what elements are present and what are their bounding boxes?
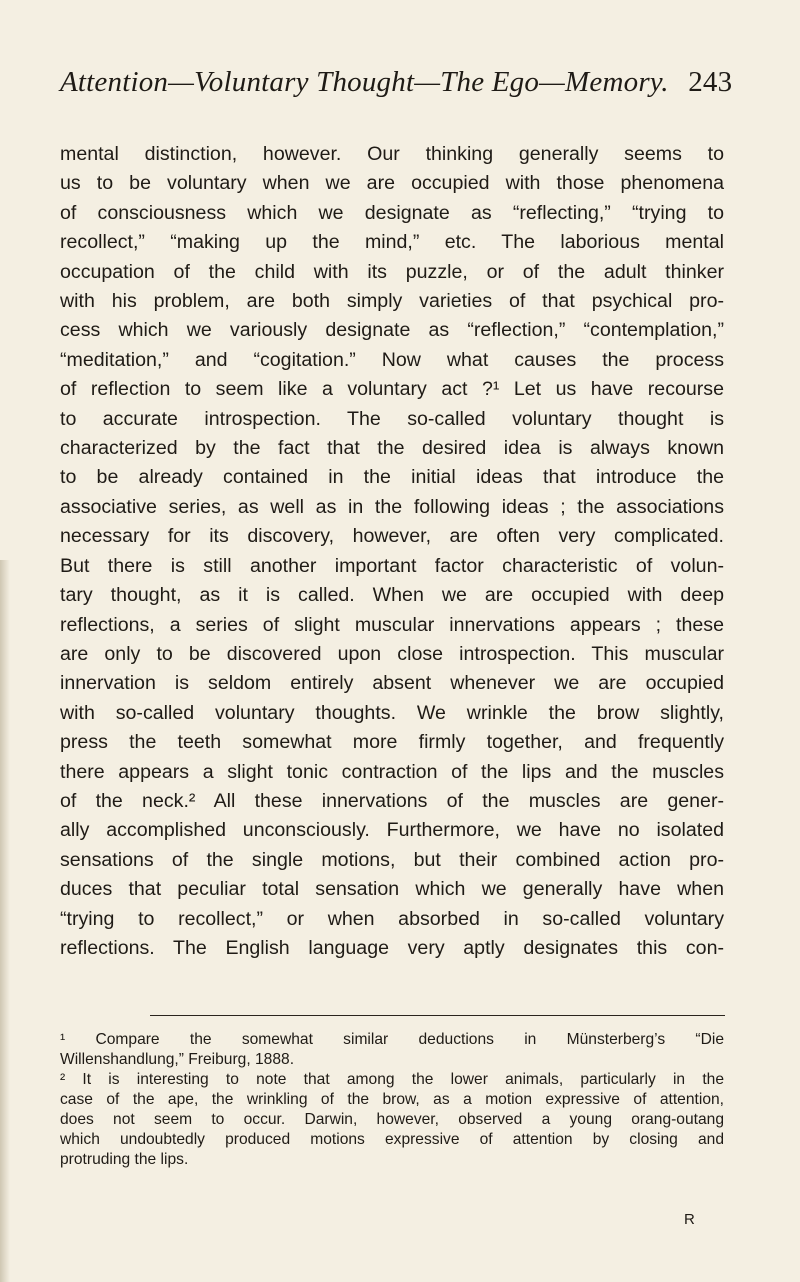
body-line: characterized by the fact that the desired idea is always known bbox=[60, 437, 724, 460]
footnote-line: which undoubtedly produced motions expressive of attention by closing and bbox=[60, 1131, 724, 1148]
body-line: innervation is seldom entirely absent whenever we are occupied bbox=[60, 672, 724, 695]
body-line: with so-called voluntary thoughts. We wrinkle the brow slightly, bbox=[60, 701, 724, 724]
footnote-line: ² It is interesting to note that among the lower animals, particularly in the bbox=[60, 1071, 724, 1088]
footnote-line: ¹ Compare the somewhat similar deductions in Münsterberg’s “Die bbox=[60, 1031, 724, 1048]
footnote-line: case of the ape, the wrinkling of the brow, as a motion expressive of attention, bbox=[60, 1091, 724, 1108]
footnotes bbox=[60, 1030, 724, 1170]
body-line: associative series, as well as in the following ideas ; the associations bbox=[60, 495, 724, 518]
body-line: us to be voluntary when we are occupied with those phenomena bbox=[60, 172, 724, 195]
body-line: to accurate introspection. The so-called voluntary thought is bbox=[60, 407, 724, 430]
body-line: tary thought, as it is called. When we are occupied with deep bbox=[60, 584, 724, 607]
body-line: But there is still another important factor characteristic of volun- bbox=[60, 554, 724, 577]
body-line: to be already contained in the initial ideas that introduce the bbox=[60, 466, 724, 489]
body-line: sensations of the single motions, but their combined action pro- bbox=[60, 848, 724, 871]
body-line: recollect,” “making up the mind,” etc. The laborious mental bbox=[60, 231, 724, 254]
body-line: of consciousness which we designate as “reflecting,” “trying to bbox=[60, 201, 724, 224]
body-line: duces that peculiar total sensation which we generally have when bbox=[60, 878, 724, 901]
body-line: press the teeth somewhat more firmly together, and frequently bbox=[60, 731, 724, 754]
body-line: there appears a slight tonic contraction of the lips and the muscles bbox=[60, 760, 724, 783]
page-gutter-shadow bbox=[0, 560, 10, 1282]
footnote-rule bbox=[150, 1015, 725, 1016]
body-line: of the neck.² All these innervations of the muscles are gener- bbox=[60, 789, 724, 812]
body-line: cess which we variously designate as “reflection,” “contemplation,” bbox=[60, 319, 724, 342]
body-line: occupation of the child with its puzzle, or of the adult thinker bbox=[60, 260, 724, 283]
body-line: with his problem, are both simply varieties of that psychical pro- bbox=[60, 290, 724, 313]
body-line: “meditation,” and “cogitation.” Now what causes the process bbox=[60, 348, 724, 371]
body-text bbox=[60, 140, 724, 963]
body-line: are only to be discovered upon close introspection. This muscular bbox=[60, 642, 724, 665]
footnote-line: does not seem to occur. Darwin, however, observed a young orang-outang bbox=[60, 1111, 724, 1128]
body-line: reflections, a series of slight muscular innervations appears ; these bbox=[60, 613, 724, 636]
page-number: 243 bbox=[688, 66, 733, 98]
footnote-line: protruding the lips. bbox=[60, 1151, 189, 1168]
body-line: of reflection to seem like a voluntary act ?¹ Let us have recourse bbox=[60, 378, 724, 401]
body-line: necessary for its discovery, however, are often very complicated. bbox=[60, 525, 724, 548]
running-header bbox=[60, 66, 750, 99]
body-line: reflections. The English language very aptly designates this con- bbox=[60, 936, 724, 959]
running-title: Attention—Voluntary Thought—The Ego—Memory. bbox=[60, 66, 669, 98]
signature-mark: R bbox=[684, 1211, 695, 1228]
body-line: ally accomplished unconsciously. Furthermore, we have no isolated bbox=[60, 819, 724, 842]
body-line: “trying to recollect,” or when absorbed in so-called voluntary bbox=[60, 907, 724, 930]
body-line: mental distinction, however. Our thinking generally seems to bbox=[60, 143, 724, 165]
footnote-line: Willenshandlung,” Freiburg, 1888. bbox=[60, 1051, 295, 1068]
